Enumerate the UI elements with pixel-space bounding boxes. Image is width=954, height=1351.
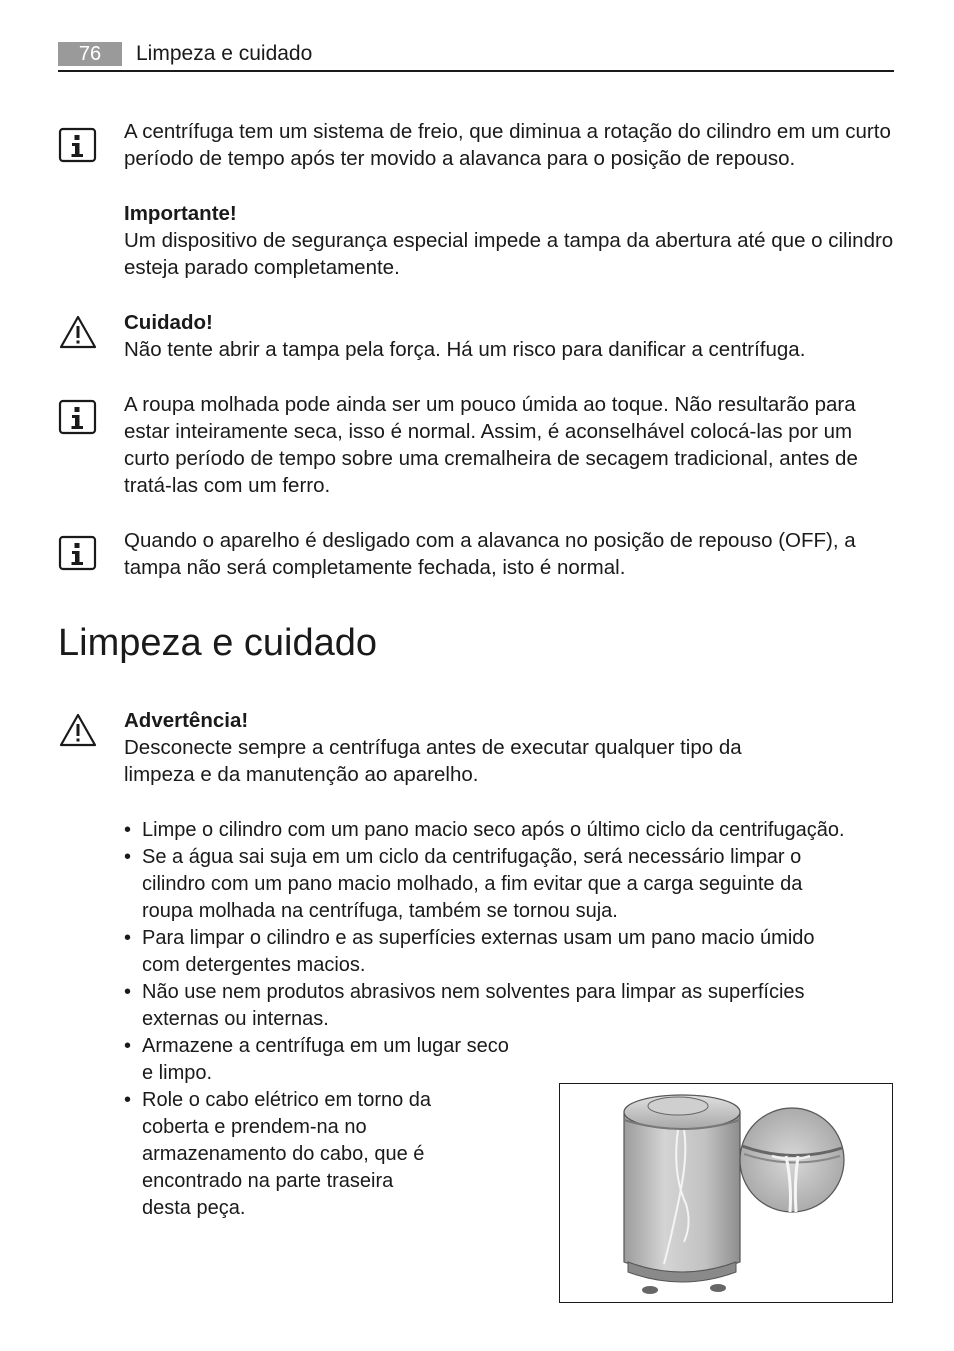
page-header [58,42,894,72]
warning-text-line: Desconecte sempre a centrífuga antes de executar qualquer tipo da [124,736,742,759]
list-item-line: externas ou internas. [142,1008,329,1030]
list-item [124,817,924,844]
list-item-line: e limpo. [142,1062,213,1084]
list-item-line: Limpe o cilindro com um pano macio seco após o último ciclo da centrifugação. [142,819,845,841]
bullet-icon: • [124,1089,132,1111]
note-text: A roupa molhada pode ainda ser um pouco úmida ao toque. Não resultarão para estar inteiramente seca, isso é normal. Assim, é aconselhável colocá-las por um curto período de tempo sobre uma cremalheira de secagem tradicional, antes de tratá-las com um ferro. [124,393,858,497]
warning-heading: Advertência! [124,709,249,732]
warning-icon [58,314,98,350]
list-item-line: Não use nem produtos abrasivos nem solventes para limpar as superfícies [142,981,805,1003]
bullet-icon: • [124,981,132,1003]
list-item [124,1033,924,1087]
list-item [124,979,924,1033]
list-item-line: roupa molhada na centrífuga, também se tornou suja. [142,900,618,922]
note-brake-system [124,118,904,172]
section-title: Limpeza e cuidado [58,622,377,664]
note-heading: Importante! [124,202,237,225]
warning-text-line: limpeza e da manutenção ao aparelho. [124,763,479,786]
list-item-line: Se a água sai suja em um ciclo da centrifugação, será necessário limpar o [142,846,802,868]
note-off-position [124,527,884,581]
list-item-line: encontrado na parte traseira [142,1170,394,1192]
info-icon [58,535,98,571]
info-icon [58,399,98,435]
list-item-line: cilindro com um pano macio molhado, a fim evitar que a carga seguinte da [142,873,803,895]
spin-dryer-figure [559,1083,893,1303]
list-item-line: armazenamento do cabo, que é [142,1143,425,1165]
bullet-icon: • [124,846,132,868]
header-title: Limpeza e cuidado [136,42,313,65]
note-important [124,200,904,281]
note-text: Um dispositivo de segurança especial impede a tampa da abertura até que o cilindro esteja parado completamente. [124,229,894,279]
note-text: Quando o aparelho é desligado com a alavanca no posição de repouso (OFF), a tampa não será completamente fechada, isto é normal. [124,529,856,579]
list-item-line: Role o cabo elétrico em torno da [142,1089,432,1111]
warning-block [124,707,904,788]
list-item [124,925,924,979]
bullet-icon: • [124,819,132,841]
info-icon [58,127,98,163]
note-heading: Cuidado! [124,311,213,334]
bullet-icon: • [124,1035,132,1057]
list-item-line: Para limpar o cilindro e as superfícies externas usam um pano macio úmido [142,927,815,949]
bullet-icon: • [124,927,132,949]
list-item-line: com detergentes macios. [142,954,366,976]
list-item-line: desta peça. [142,1197,246,1219]
list-item [124,844,924,925]
warning-icon [58,712,98,748]
note-text: Não tente abrir a tampa pela força. Há um risco para danificar a centrífuga. [124,338,806,361]
spin-dryer-illustration-icon [560,1084,891,1301]
page-number: 76 [58,42,122,66]
list-item-line: coberta e prendem-na no [142,1116,367,1138]
note-wet-clothes [124,391,884,499]
list-item-line: Armazene a centrífuga em um lugar seco [142,1035,509,1057]
note-text: A centrífuga tem um sistema de freio, que diminua a rotação do cilindro em um curto período de tempo após ter movido a alavanca para o posição de repouso. [124,120,891,170]
note-caution [124,309,904,363]
